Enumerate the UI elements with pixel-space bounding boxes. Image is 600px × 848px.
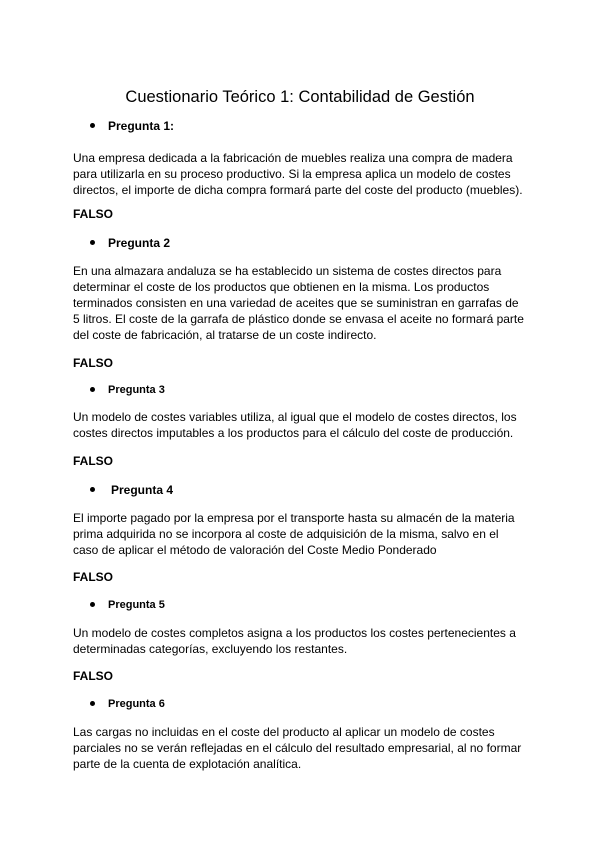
text-line: del coste de fabricación, al tratarse de un coste indirecto. <box>73 328 377 342</box>
question-label: Pregunta 1: <box>108 119 175 133</box>
text-line: 5 litros. El coste de la garrafa de plástico donde se envasa el aceite no formará parte <box>73 312 524 326</box>
text-line: costes directos imputables a los productos para el cálculo del coste de producción. <box>73 426 514 440</box>
answer-4: FALSO <box>73 570 114 584</box>
bullet-icon <box>90 387 95 392</box>
text-line: Un modelo de costes completos asigna a los productos los costes pertenecientes a <box>73 626 516 640</box>
answer-1: FALSO <box>73 207 114 221</box>
question-heading-4 <box>90 483 173 498</box>
question-heading-2 <box>90 236 170 251</box>
text-line: Un modelo de costes variables utiliza, al igual que el modelo de costes directos, los <box>73 410 517 424</box>
question-label: Pregunta 3 <box>108 384 165 396</box>
answer-2: FALSO <box>73 356 114 370</box>
question-text-4 <box>73 510 533 558</box>
question-text-6 <box>73 724 533 772</box>
bullet-icon <box>90 123 95 128</box>
question-label: Pregunta 4 <box>111 483 174 497</box>
text-line: parciales no se verán reflejadas en el cálculo del resultado empresarial, al no formar <box>73 741 522 755</box>
bullet-icon <box>90 487 95 492</box>
text-line: parte de la cuenta de explotación analítica. <box>73 757 302 771</box>
answer-3: FALSO <box>73 454 114 468</box>
question-text-2 <box>73 263 533 343</box>
document-title: Cuestionario Teórico 1: Contabilidad de Gestión <box>125 88 475 106</box>
text-line: El importe pagado por la empresa por el transporte hasta su almacén de la materia <box>73 511 515 525</box>
question-text-3 <box>73 409 533 441</box>
text-line: determinadas categorías, excluyendo los restantes. <box>73 642 348 656</box>
question-heading-1 <box>90 119 174 134</box>
text-line: caso de aplicar el método de valoración del Coste Medio Ponderado <box>73 543 437 557</box>
question-heading-5 <box>90 598 165 612</box>
text-line: Las cargas no incluidas en el coste del producto al aplicar un modelo de costes <box>73 725 495 739</box>
text-line: para utilizarla en su proceso productivo. Si la empresa aplica un modelo de costes <box>73 167 511 181</box>
text-line: directos, el importe de dicha compra formará parte del coste del producto (muebles). <box>73 183 523 197</box>
bullet-icon <box>90 240 95 245</box>
question-label: Pregunta 2 <box>108 236 171 250</box>
question-label: Pregunta 5 <box>108 599 165 611</box>
text-line: prima adquirida no se incorpora al coste de adquisición de la misma, salvo en el <box>73 527 499 541</box>
question-text-5 <box>73 625 533 657</box>
question-label: Pregunta 6 <box>108 698 165 710</box>
bullet-icon <box>90 701 95 706</box>
text-line: En una almazara andaluza se ha establecido un sistema de costes directos para <box>73 264 502 278</box>
text-line: terminados consisten en una variedad de aceites que se suministran en garrafas de <box>73 296 519 310</box>
text-line: determinar el coste de los productos que obtienen en la misma. Los productos <box>73 280 490 294</box>
question-heading-6 <box>90 697 165 711</box>
answer-5: FALSO <box>73 669 114 683</box>
question-heading-3 <box>90 383 165 397</box>
question-text-1 <box>73 150 533 198</box>
bullet-icon <box>90 602 95 607</box>
text-line: Una empresa dedicada a la fabricación de muebles realiza una compra de madera <box>73 151 513 165</box>
